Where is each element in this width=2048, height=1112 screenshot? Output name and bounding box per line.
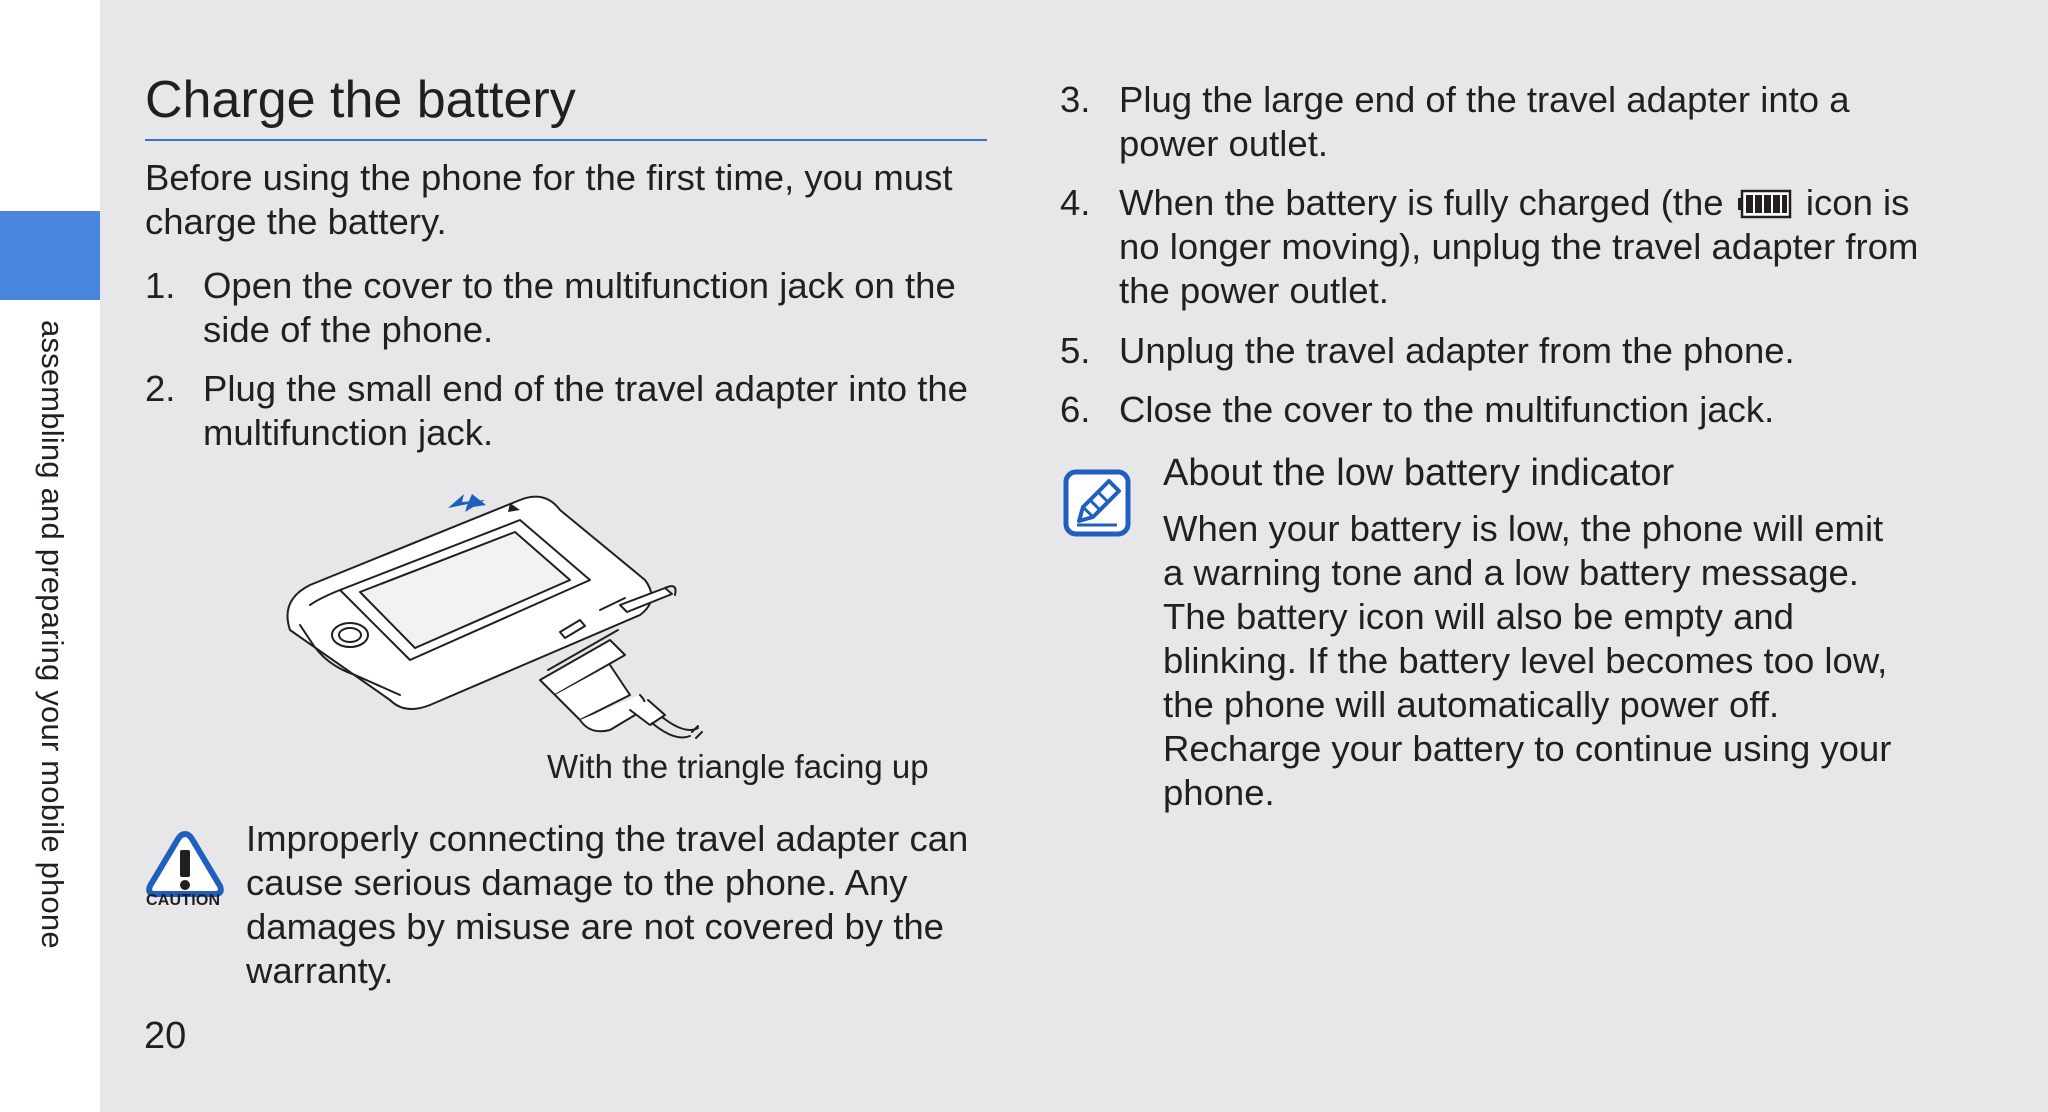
step-number: 1. bbox=[145, 265, 176, 306]
phone-charger-illustration bbox=[280, 480, 800, 745]
step-6 bbox=[1060, 388, 1960, 434]
caution-line: damages by misuse are not covered by the bbox=[246, 906, 944, 947]
note-text bbox=[1163, 507, 1891, 815]
step-number: 4. bbox=[1060, 182, 1091, 223]
step-number: 2. bbox=[145, 368, 176, 409]
note-line: a warning tone and a low battery message. bbox=[1163, 552, 1859, 593]
illustration-caption: With the triangle facing up bbox=[547, 748, 929, 785]
step-text: icon is bbox=[1805, 182, 1910, 223]
section-label: assembling and preparing your mobile phone bbox=[35, 320, 70, 949]
page-number: 20 bbox=[144, 1015, 187, 1057]
caution-label: CAUTION bbox=[146, 892, 221, 909]
page-title: Charge the battery bbox=[145, 71, 576, 129]
title-divider bbox=[145, 139, 987, 141]
step-text: Open the cover to the multifunction jack on the bbox=[203, 265, 956, 306]
step-text: side of the phone. bbox=[203, 309, 494, 350]
step-text: Plug the small end of the travel adapter into the bbox=[203, 368, 968, 409]
step-3 bbox=[1060, 78, 1960, 168]
step-2 bbox=[145, 367, 985, 457]
step-number: 6. bbox=[1060, 389, 1091, 430]
note-line: the phone will automatically power off. bbox=[1163, 684, 1780, 725]
step-text: Plug the large end of the travel adapter into a bbox=[1119, 79, 1850, 120]
note-line: phone. bbox=[1163, 772, 1275, 813]
step-text: Unplug the travel adapter from the phone. bbox=[1119, 330, 1795, 371]
step-text: Close the cover to the multifunction jack. bbox=[1119, 389, 1775, 430]
caution-line: cause serious damage to the phone. Any bbox=[246, 862, 908, 903]
step-5 bbox=[1060, 329, 1960, 375]
section-tab bbox=[0, 211, 100, 300]
step-number: 5. bbox=[1060, 330, 1091, 371]
caution-line: warranty. bbox=[246, 950, 394, 991]
note-pencil-icon bbox=[1063, 469, 1131, 537]
intro-line: Before using the phone for the first time, you must bbox=[145, 157, 953, 198]
note-line: Recharge your battery to continue using your bbox=[1163, 728, 1892, 769]
intro-paragraph bbox=[145, 156, 952, 244]
step-1 bbox=[145, 264, 985, 354]
caution-line: Improperly connecting the travel adapter can bbox=[246, 818, 969, 859]
note-title: About the low battery indicator bbox=[1163, 452, 1675, 494]
note-line: blinking. If the battery level becomes too low, bbox=[1163, 640, 1888, 681]
step-text: power outlet. bbox=[1119, 123, 1328, 164]
step-text: no longer moving), unplug the travel adapter from bbox=[1119, 226, 1919, 267]
step-text: the power outlet. bbox=[1119, 270, 1389, 311]
battery-full-icon bbox=[1738, 189, 1792, 219]
caution-text bbox=[246, 817, 968, 993]
note-line: When your battery is low, the phone will emit bbox=[1163, 508, 1884, 549]
step-text: multifunction jack. bbox=[203, 412, 494, 453]
step-4 bbox=[1060, 181, 1960, 316]
step-text: When the battery is fully charged (the bbox=[1119, 182, 1724, 223]
note-line: The battery icon will also be empty and bbox=[1163, 596, 1794, 637]
intro-line: charge the battery. bbox=[145, 201, 447, 242]
step-number: 3. bbox=[1060, 79, 1091, 120]
